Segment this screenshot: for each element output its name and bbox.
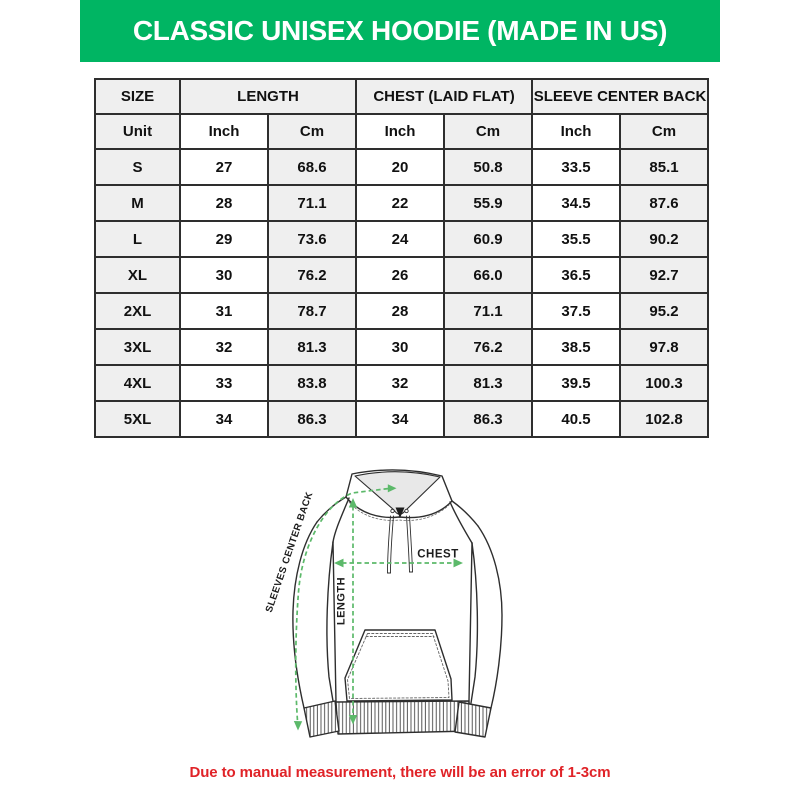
header-sleeve: SLEEVE CENTER BACK [532,79,708,114]
unit-cm: Cm [620,114,708,149]
value-cell: 34 [180,401,268,437]
hoodie-outline [293,470,502,737]
value-cell: 35.5 [532,221,620,257]
value-cell: 55.9 [444,185,532,221]
value-cell: 81.3 [444,365,532,401]
unit-inch: Inch [532,114,620,149]
table-row-2xl [95,293,708,329]
value-cell: 27 [180,149,268,185]
value-cell: 39.5 [532,365,620,401]
title-bar [80,0,720,62]
value-cell: 73.6 [268,221,356,257]
unit-cm: Cm [444,114,532,149]
size-cell: 4XL [95,365,180,401]
table-row-4xl [95,365,708,401]
value-cell: 36.5 [532,257,620,293]
value-cell: 102.8 [620,401,708,437]
page-title: CLASSIC UNISEX HOODIE (MADE IN US) [132,15,668,46]
table-row-5xl [95,401,708,437]
table-row-m [95,185,708,221]
value-cell: 95.2 [620,293,708,329]
value-cell: 22 [356,185,444,221]
value-cell: 24 [356,221,444,257]
table-row-l [95,221,708,257]
measurement-disclaimer: Due to manual measurement, there will be an error of 1-3cm [189,764,611,781]
table-row-s [95,149,708,185]
size-cell: 3XL [95,329,180,365]
value-cell: 29 [180,221,268,257]
size-cell: XL [95,257,180,293]
header-size: SIZE [95,79,180,114]
value-cell: 60.9 [444,221,532,257]
header-chest: CHEST (LAID FLAT) [356,79,532,114]
size-cell: S [95,149,180,185]
size-table [94,78,709,438]
value-cell: 28 [356,293,444,329]
value-cell: 86.3 [444,401,532,437]
value-cell: 78.7 [268,293,356,329]
table-row-xl [95,257,708,293]
size-cell: 5XL [95,401,180,437]
header-length: LENGTH [180,79,356,114]
value-cell: 38.5 [532,329,620,365]
value-cell: 66.0 [444,257,532,293]
value-cell: 86.3 [268,401,356,437]
value-cell: 76.2 [268,257,356,293]
value-cell: 85.1 [620,149,708,185]
value-cell: 32 [356,365,444,401]
value-cell: 40.5 [532,401,620,437]
value-cell: 83.8 [268,365,356,401]
value-cell: 26 [356,257,444,293]
value-cell: 100.3 [620,365,708,401]
size-cell: M [95,185,180,221]
value-cell: 28 [180,185,268,221]
value-cell: 33 [180,365,268,401]
value-cell: 31 [180,293,268,329]
value-cell: 30 [356,329,444,365]
value-cell: 50.8 [444,149,532,185]
value-cell: 30 [180,257,268,293]
unit-inch: Inch [356,114,444,149]
chest-arrowhead-left [334,559,344,568]
unit-label: Unit [95,114,180,149]
size-cell: L [95,221,180,257]
value-cell: 20 [356,149,444,185]
size-cell: 2XL [95,293,180,329]
value-cell: 68.6 [268,149,356,185]
value-cell: 81.3 [268,329,356,365]
value-cell: 87.6 [620,185,708,221]
value-cell: 92.7 [620,257,708,293]
value-cell: 71.1 [268,185,356,221]
table-unit-row [95,114,708,149]
table-row-3xl [95,329,708,365]
value-cell: 90.2 [620,221,708,257]
value-cell: 37.5 [532,293,620,329]
value-cell: 71.1 [444,293,532,329]
sleeve-center-back-label: SLEEVES CENTER BACK [263,490,316,614]
value-cell: 33.5 [532,149,620,185]
value-cell: 97.8 [620,329,708,365]
unit-cm: Cm [268,114,356,149]
value-cell: 76.2 [444,329,532,365]
table-header-row [95,79,708,114]
value-cell: 34 [356,401,444,437]
value-cell: 34.5 [532,185,620,221]
unit-inch: Inch [180,114,268,149]
value-cell: 32 [180,329,268,365]
chest-label: CHEST [417,548,459,561]
sleeve-arrowhead-down [294,721,302,731]
hoodie-measurement-diagram [255,445,585,765]
length-label: LENGTH [335,576,348,626]
